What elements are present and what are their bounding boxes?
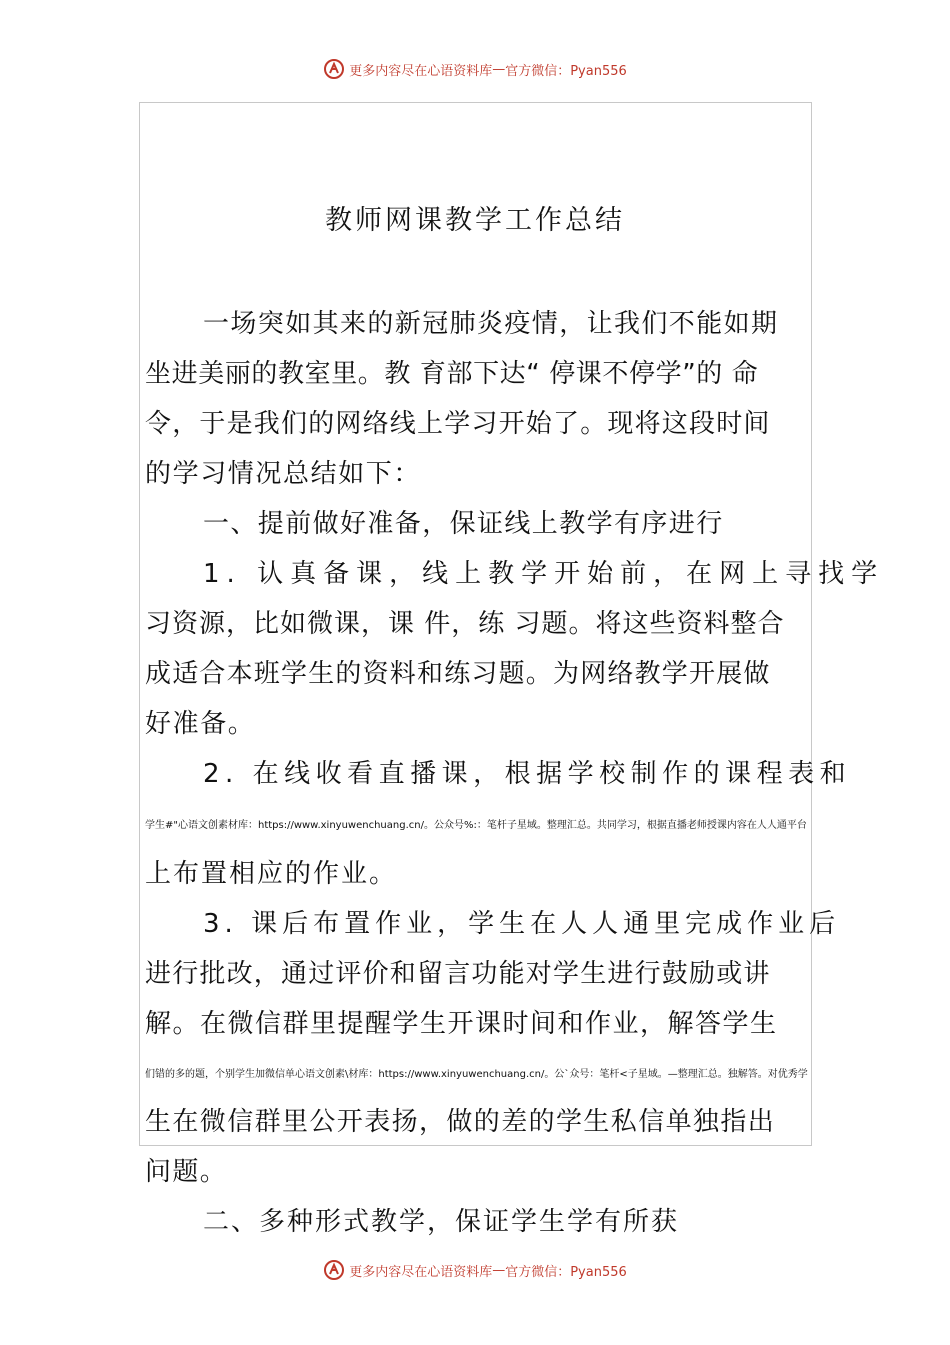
section-heading: 一、提前做好准备，保证线上教学有序进行 — [203, 509, 724, 539]
banner-dash: — — [492, 1262, 506, 1278]
body-line: 问题。 — [145, 1157, 228, 1187]
body-line: 好准备。 — [145, 709, 256, 739]
banner-contact: 官方微信：Pyan556 — [505, 63, 627, 79]
brand-logo-icon — [323, 1259, 345, 1281]
section-heading: 二、多种形式教学，保证学生学有所获 — [203, 1207, 680, 1237]
body-line: 令，于是我们的网络线上学习开始了。现将这段时间 — [145, 409, 771, 439]
body-line: 3. 课后布置作业，学生在人人通里完成作业后 — [203, 909, 841, 939]
brand-logo-icon — [323, 58, 345, 80]
body-line: 解。在微信群里提醒学生开课时间和作业，解答学生 — [145, 1009, 778, 1039]
body-line: 生在微信群里公开表扬，做的差的学生私信单独指出 — [145, 1107, 776, 1137]
watermark-line: 们错的多的题，个别学生加微信单心语文创素\材库：https://www.xinyuwenchuang.cn/。公`众号：笔杆<子星域。—整理汇总。独解答。对优秀学 — [145, 1069, 808, 1080]
body-line: 进行批改，通过评价和留言功能对学生进行鼓励或讲 — [145, 959, 771, 989]
banner-text: 更多内容尽在心语资料库 — [349, 1264, 493, 1280]
banner-contact: 官方微信：Pyan556 — [505, 1264, 627, 1280]
banner-dash: — — [492, 61, 506, 77]
body-line: 2. 在线收看直播课，根据学校制作的课程表和 — [203, 759, 852, 789]
footer-banner — [0, 1256, 950, 1284]
body-line: 1. 认真备课，线上教学开始前，在网上寻找学 — [203, 559, 885, 589]
page-title: 教师网课教学工作总结 — [325, 205, 625, 236]
body-line: 上布置相应的作业。 — [145, 859, 398, 889]
body-line: 的学习情况总结如下： — [145, 459, 422, 489]
body-line: 一场突如其来的新冠肺炎疫情，让我们不能如期 — [203, 309, 779, 339]
watermark-line: 学生#"心语文创素材库：https://www.xinyuwenchuang.cn/。公众号%:：笔杆子星域。整理汇总。共同学习，根据直播老师授课内容在人人通平台 — [145, 820, 807, 831]
body-line: 习资源，比如微课，课 件，练 习题。将这些资料整合 — [145, 609, 785, 639]
body-line: 成适合本班学生的资料和练习题。为网络教学开展做 — [145, 659, 771, 689]
body-line: 坐进美丽的教室里。教 育部下达“ 停课不停学”的 命 — [145, 359, 759, 389]
header-banner — [0, 55, 950, 83]
banner-text: 更多内容尽在心语资料库 — [349, 63, 493, 79]
